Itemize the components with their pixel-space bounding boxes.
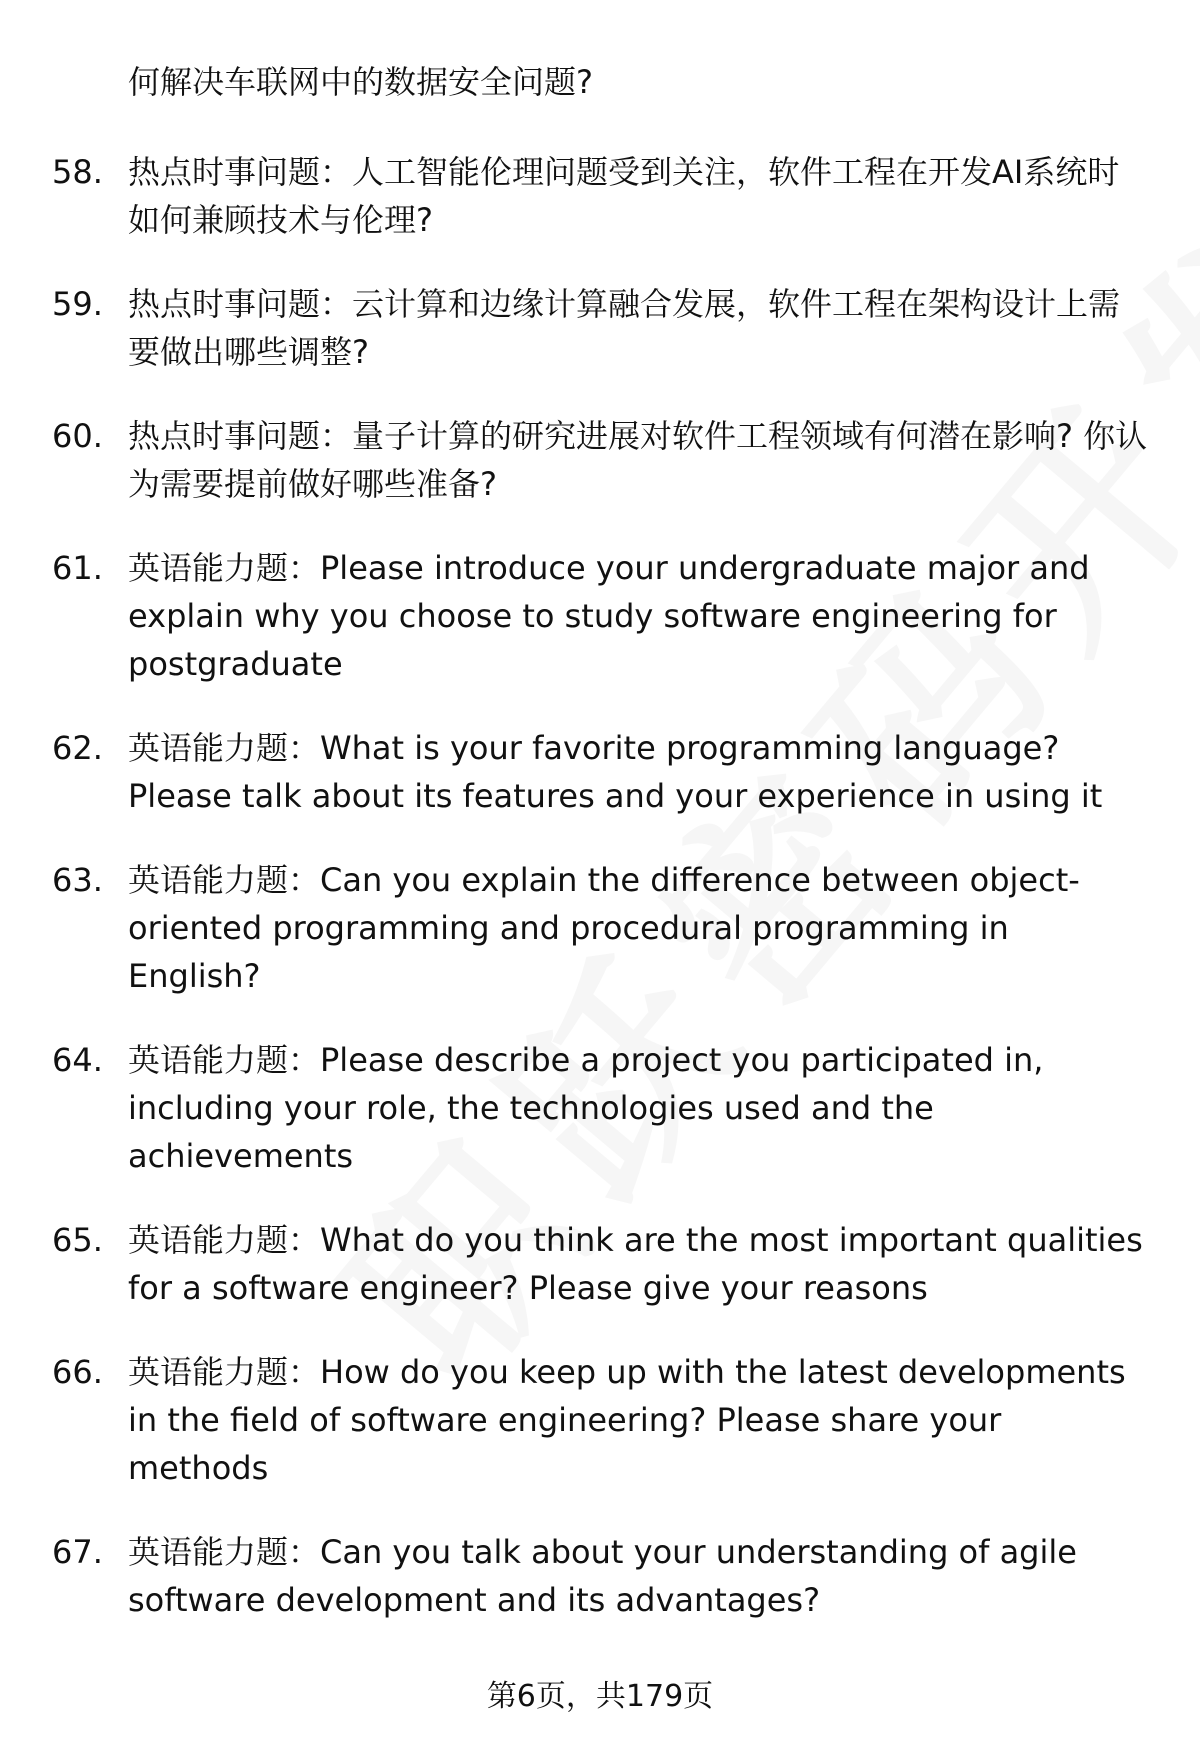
question-text: 英语能力题：Can you explain the difference between object-oriented programming and procedural programming in English? (128, 861, 1080, 995)
question-number: 60. (52, 417, 103, 455)
question-list (0, 148, 1200, 1660)
question-number: 65. (52, 1221, 103, 1259)
question-text: 英语能力题：Please describe a project you participated in, including your role, the technologies used and the achievements (128, 1041, 1044, 1175)
question-text: 英语能力题：Can you talk about your understanding of agile software development and its advantages? (128, 1533, 1077, 1619)
question-item (0, 1528, 1148, 1624)
question-number: 58. (52, 153, 103, 191)
question-text: 英语能力题：What do you think are the most important qualities for a software engineer? Please give your reasons (128, 1221, 1143, 1307)
question-number: 66. (52, 1353, 103, 1391)
question-text: 热点时事问题：量子计算的研究进展对软件工程领域有何潜在影响? 你认为需要提前做好哪些准备? (128, 417, 1148, 503)
question-item (0, 412, 1148, 508)
question-text: 英语能力题：What is your favorite programming language? Please talk about its features and your experience in using it (128, 729, 1103, 815)
question-text: 热点时事问题：云计算和边缘计算融合发展，软件工程在架构设计上需要做出哪些调整? (128, 285, 1121, 371)
question-item (0, 724, 1148, 820)
question-number: 59. (52, 285, 103, 323)
question-item (0, 1348, 1148, 1492)
page-footer: 第6页，共179页 (486, 1679, 714, 1714)
question-item (0, 1036, 1148, 1180)
question-item (0, 544, 1148, 688)
question-number: 64. (52, 1041, 103, 1079)
question-number: 61. (52, 549, 103, 587)
question-number: 67. (52, 1533, 103, 1571)
question-number: 62. (52, 729, 103, 767)
question-item (0, 1216, 1148, 1312)
question-item (0, 148, 1148, 244)
question-item (0, 856, 1148, 1000)
question-text: 英语能力题：Please introduce your undergraduate major and explain why you choose to study software engineering for postgraduate (128, 549, 1090, 683)
question-number: 63. (52, 861, 103, 899)
question-text: 热点时事问题：人工智能伦理问题受到关注，软件工程在开发AI系统时如何兼顾技术与伦理? (128, 153, 1120, 239)
question-item (0, 280, 1148, 376)
question-text: 英语能力题：How do you keep up with the latest developments in the field of software engineering? Please share your methods (128, 1353, 1126, 1487)
question-57-continuation: 何解决车联网中的数据安全问题? (128, 63, 593, 101)
